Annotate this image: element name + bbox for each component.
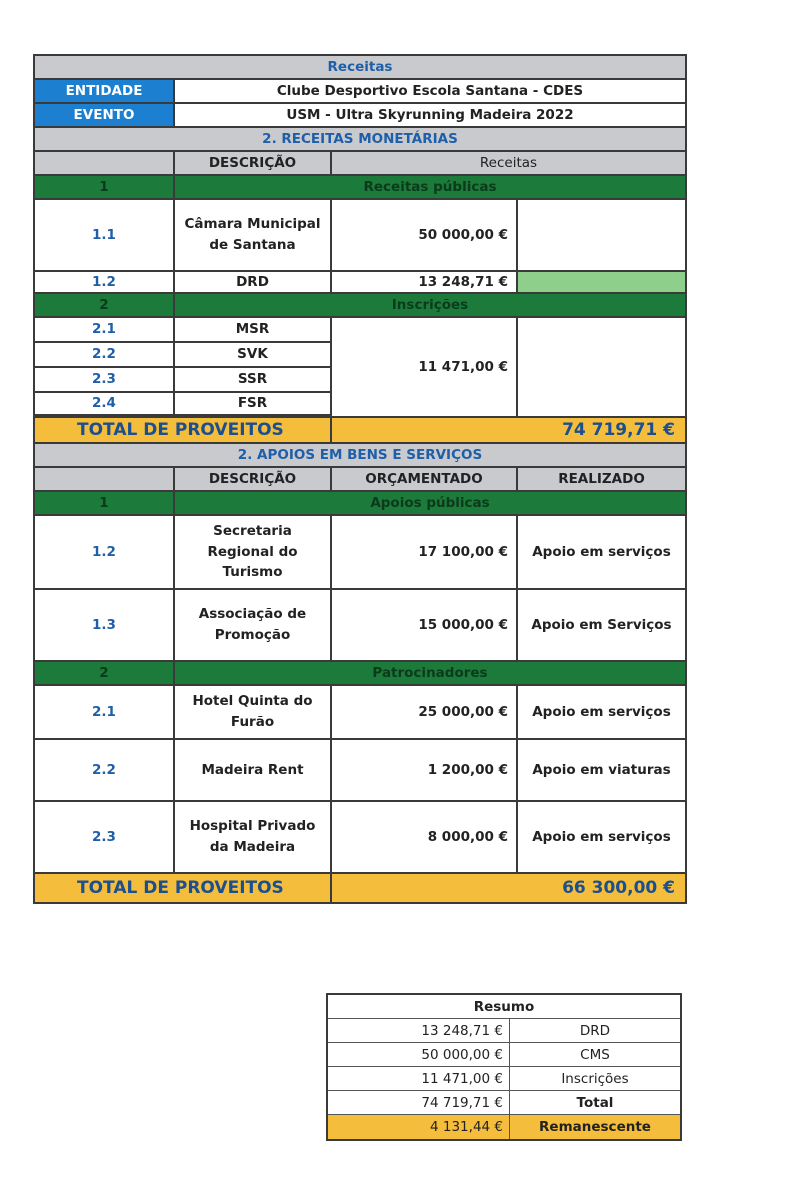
list-item — [35, 343, 330, 368]
row-description: Secretaria Regional do Turismo — [175, 516, 332, 588]
group-receitas-publicas — [35, 176, 685, 200]
row-number: 2.2 — [35, 740, 175, 800]
resumo-label: Inscrições — [561, 1070, 629, 1087]
row-realizado: Apoio em serviços — [518, 516, 685, 588]
group-label: Apoios públicas — [175, 492, 685, 514]
row-description: Associação de Promoção — [175, 590, 332, 660]
group-patrocinadores — [35, 662, 685, 686]
evento-value: USM - Ultra Skyrunning Madeira 2022 — [175, 104, 685, 126]
group-inscricoes — [35, 294, 685, 318]
row-description: SSR — [175, 368, 330, 391]
empty-cell — [518, 318, 685, 416]
row-description: MSR — [175, 318, 330, 341]
row-description: Hospital Privado da Madeira — [175, 802, 332, 872]
row-realizado: Apoio em Serviços — [518, 590, 685, 660]
table-title: Receitas — [35, 56, 685, 78]
resumo-label: DRD — [579, 1022, 611, 1039]
resumo-title: Resumo — [473, 998, 535, 1015]
row-value: 1 200,00 € — [332, 740, 518, 800]
table-title-row — [35, 56, 685, 80]
resumo-row — [328, 1043, 680, 1067]
resumo-value: 50 000,00 € — [328, 1043, 510, 1066]
group-number: 1 — [35, 492, 175, 514]
receitas-table — [33, 54, 687, 904]
inscricoes-block — [35, 318, 685, 418]
table-row — [35, 590, 685, 662]
resumo-label: Total — [576, 1094, 614, 1111]
row-value: 13 248,71 € — [332, 272, 518, 292]
total-value: 66 300,00 € — [332, 874, 685, 902]
resumo-table — [326, 993, 682, 1141]
total-label: TOTAL DE PROVEITOS — [35, 874, 332, 902]
entidade-row — [35, 80, 685, 104]
row-number: 2.1 — [35, 318, 175, 341]
list-item — [35, 368, 330, 393]
empty-cell — [35, 468, 175, 490]
list-item — [35, 318, 330, 343]
total-row — [35, 874, 685, 902]
resumo-title-row — [328, 995, 680, 1019]
resumo-row — [328, 1091, 680, 1115]
row-number: 2.4 — [35, 393, 175, 414]
col-realizado: REALIZADO — [518, 468, 685, 490]
resumo-value: 74 719,71 € — [328, 1091, 510, 1114]
resumo-label: CMS — [580, 1046, 610, 1063]
row-value: 17 100,00 € — [332, 516, 518, 588]
row-realizado: Apoio em serviços — [518, 802, 685, 872]
row-realizado: Apoio em viaturas — [518, 740, 685, 800]
row-number: 1.3 — [35, 590, 175, 660]
row-realizado: Apoio em serviços — [518, 686, 685, 738]
row-number: 1.2 — [35, 516, 175, 588]
row-number: 1.1 — [35, 200, 175, 270]
entidade-value: Clube Desportivo Escola Santana - CDES — [175, 80, 685, 102]
row-value: 25 000,00 € — [332, 686, 518, 738]
row-value: 8 000,00 € — [332, 802, 518, 872]
row-description: Câmara Municipal de Santana — [175, 200, 332, 270]
resumo-row — [328, 1019, 680, 1043]
list-item — [35, 393, 330, 414]
group-label: Patrocinadores — [175, 662, 685, 684]
row-value: 50 000,00 € — [332, 200, 518, 270]
inscricoes-value: 11 471,00 € — [332, 318, 518, 416]
group-apoios-publicas — [35, 492, 685, 516]
resumo-value: 4 131,44 € — [328, 1115, 510, 1139]
col-descricao: DESCRIÇÃO — [175, 152, 332, 174]
section2-title-row — [35, 444, 685, 468]
row-value: 15 000,00 € — [332, 590, 518, 660]
evento-label: EVENTO — [35, 104, 175, 126]
row-description: Madeira Rent — [175, 740, 332, 800]
entidade-label: ENTIDADE — [35, 80, 175, 102]
inscricoes-list — [35, 318, 332, 416]
table-row — [35, 200, 685, 272]
col-orcamentado: ORÇAMENTADO — [332, 468, 518, 490]
col-descricao: DESCRIÇÃO — [175, 468, 332, 490]
table-row — [35, 686, 685, 740]
section1-title: 2. RECEITAS MONETÁRIAS — [35, 128, 685, 150]
total-value: 74 719,71 € — [332, 418, 685, 442]
row-number: 1.2 — [35, 272, 175, 292]
empty-cell — [35, 152, 175, 174]
table-row — [35, 272, 685, 294]
table-row — [35, 802, 685, 874]
section2-header-row — [35, 468, 685, 492]
section1-title-row — [35, 128, 685, 152]
row-description: SVK — [175, 343, 330, 366]
empty-cell — [518, 272, 685, 292]
resumo-row — [328, 1067, 680, 1091]
row-number: 2.2 — [35, 343, 175, 366]
row-description: Hotel Quinta do Furão — [175, 686, 332, 738]
table-row — [35, 740, 685, 802]
group-number: 1 — [35, 176, 175, 198]
table-row — [35, 516, 685, 590]
evento-row — [35, 104, 685, 128]
row-number: 2.3 — [35, 802, 175, 872]
group-label: Inscrições — [175, 294, 685, 316]
row-number: 2.3 — [35, 368, 175, 391]
total-label: TOTAL DE PROVEITOS — [35, 418, 332, 442]
resumo-label: Remanescente — [510, 1115, 680, 1139]
group-label: Receitas públicas — [175, 176, 685, 198]
section2-title: 2. APOIOS EM BENS E SERVIÇOS — [35, 444, 685, 466]
row-description: FSR — [175, 393, 330, 414]
row-description: DRD — [175, 272, 332, 292]
resumo-row — [328, 1115, 680, 1139]
col-receitas: Receitas — [332, 152, 685, 174]
resumo-value: 13 248,71 € — [328, 1019, 510, 1042]
total-row — [35, 418, 685, 444]
group-number: 2 — [35, 662, 175, 684]
section1-header-row — [35, 152, 685, 176]
group-number: 2 — [35, 294, 175, 316]
row-number: 2.1 — [35, 686, 175, 738]
resumo-value: 11 471,00 € — [328, 1067, 510, 1090]
empty-cell — [518, 200, 685, 270]
